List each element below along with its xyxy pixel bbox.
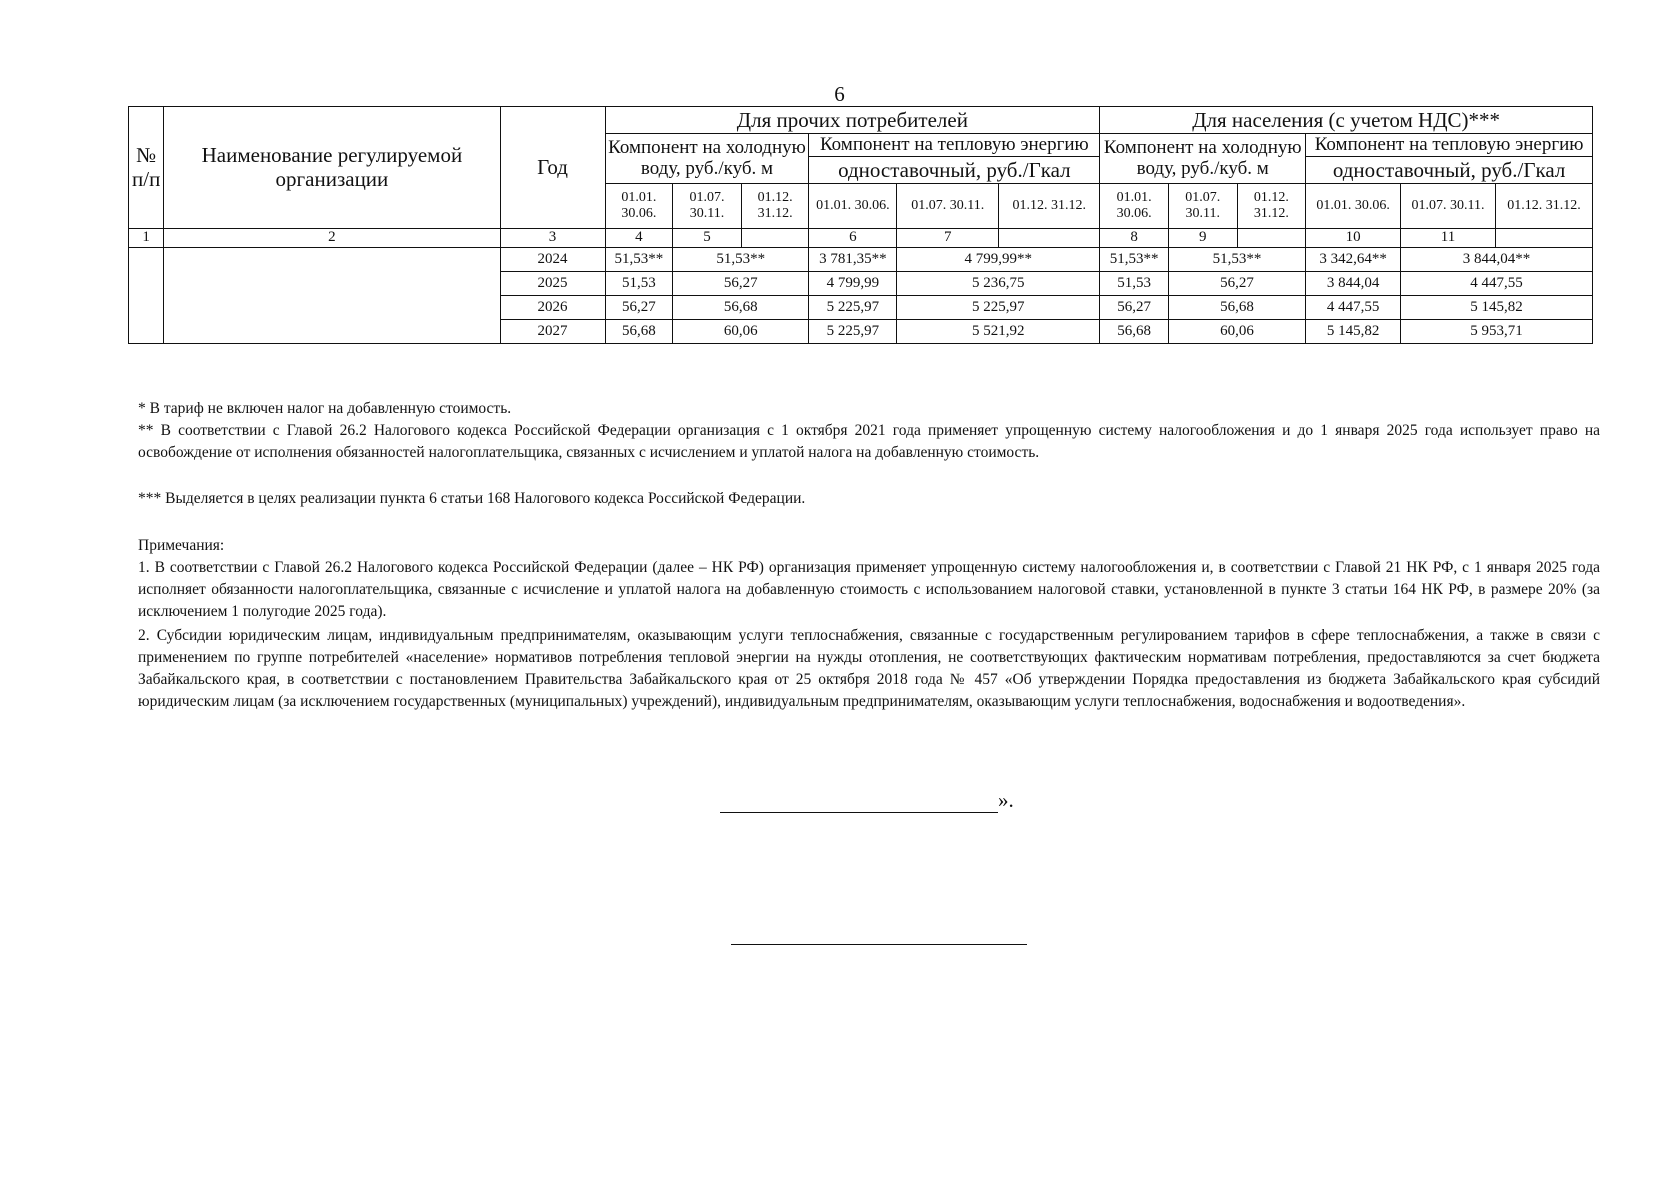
value-cell: 51,53 [1100,271,1169,295]
column-number [741,228,809,247]
value-cell: 3 342,64** [1306,247,1401,271]
value-cell: 5 953,71 [1401,319,1593,343]
footnote-1-text: * В тариф не включен налог на добавленную стоимость. [138,400,512,417]
column-number: 7 [897,228,999,247]
tariff-table [128,106,1593,344]
value-cell: 4 799,99 [809,271,897,295]
value-cell: 3 844,04** [1401,247,1593,271]
footnote-3 [138,488,1600,510]
period-cell: 01.01. 30.06. [605,183,673,228]
column-number [1237,228,1306,247]
value-cell: 56,27 [605,295,673,319]
value-cell: 56,27 [1100,295,1169,319]
period-cell: 01.07. 30.11. [1401,183,1496,228]
column-number: 1 [129,228,164,247]
value-cell: 51,53** [673,247,809,271]
value-cell: 51,53** [1100,247,1169,271]
organization-cell [164,247,500,343]
header-other-cold-water: Компонент на холодную воду, руб./куб. м [605,134,809,184]
period-cell: 01.01. 30.06. [809,183,897,228]
value-cell: 3 844,04 [1306,271,1401,295]
note-2 [138,625,1600,713]
value-cell: 5 145,82 [1401,295,1593,319]
column-number: 4 [605,228,673,247]
value-cell: 51,53** [1168,247,1305,271]
column-number: 3 [500,228,605,247]
column-number: 10 [1306,228,1401,247]
period-cell: 01.01. 30.06. [1100,183,1169,228]
header-population: Для населения (с учетом НДС)*** [1100,107,1593,134]
header-other-heat-unit: одноставочный, руб./Гкал [809,156,1100,183]
note-2-text: 2. Субсидии юридическим лицам, индивидуальным предпринимателям, оказывающим услуги теплоснабжения, связанные с государственным регулированием тарифов в сфере теплоснабжения, а также в связи с применением по группе потребителей «население» нормативов потребления тепловой энергии на нужды отопления, не соответствующих фактическим нормативам потребления, предоставляются за счет бюджета Забайкальского края, в соответствии с постановлением Правительства Забайкальского края от 25 октября 2018 года № 457 «Об утверждении Порядка предоставления из бюджета Забайкальского края субсидий юридическим лицам (за исключением государственных (муниципальных) учреждений), индивидуальным предпринимателям, оказывающим услуги теплоснабжения, водоснабжения и водоотведения». [138,627,1600,710]
header-pop-heat-unit: одноставочный, руб./Гкал [1306,156,1593,183]
notes-title [138,535,1600,557]
note-1 [138,557,1600,623]
column-number: 6 [809,228,897,247]
header-pop-heat: Компонент на тепловую энергию [1306,134,1593,157]
value-cell: 4 447,55 [1401,271,1593,295]
header-organization: Наименование регулируемой организации [164,107,500,229]
closing-mark [720,788,1014,813]
value-cell: 5 236,75 [897,271,1100,295]
period-cell: 01.12. 31.12. [1237,183,1306,228]
page-number: 6 [834,82,845,106]
value-cell: 60,06 [673,319,809,343]
footnote-2 [138,420,1600,464]
year-cell: 2027 [500,319,605,343]
year-cell: 2024 [500,247,605,271]
table-row [129,247,1593,271]
column-number: 8 [1100,228,1169,247]
column-number: 9 [1168,228,1237,247]
value-cell: 51,53** [605,247,673,271]
value-cell: 56,68 [605,319,673,343]
year-cell: 2026 [500,295,605,319]
period-cell: 01.12. 31.12. [1495,183,1592,228]
period-cell: 01.12. 31.12. [999,183,1100,228]
header-other-heat: Компонент на тепловую энергию [809,134,1100,157]
period-cell: 01.12. 31.12. [741,183,809,228]
value-cell: 51,53 [605,271,673,295]
period-cell: 01.07. 30.11. [897,183,999,228]
value-cell: 60,06 [1168,319,1305,343]
closing-quote: ». [998,788,1014,812]
value-cell: 5 225,97 [897,295,1100,319]
header-year: Год [500,107,605,229]
column-number: 2 [164,228,500,247]
footnote-1 [138,398,1600,420]
footnote-2-text: ** В соответствии с Главой 26.2 Налогового кодекса Российской Федерации организация с 1 октября 2021 года применяет упрощенную систему налогообложения и до 1 января 2025 года использует право на освобождение от исполнения обязанностей налогоплательщика, связанных с исчислением и уплатой налога на добавленную стоимость. [138,422,1600,461]
value-cell: 5 225,97 [809,319,897,343]
value-cell: 3 781,35** [809,247,897,271]
header-number: № п/п [129,107,164,229]
value-cell: 56,68 [1100,319,1169,343]
value-cell: 56,27 [673,271,809,295]
period-cell: 01.07. 30.11. [673,183,742,228]
value-cell: 56,68 [1168,295,1305,319]
value-cell: 56,27 [1168,271,1305,295]
note-1-text: 1. В соответствии с Главой 26.2 Налогового кодекса Российской Федерации (далее – НК РФ) организация применяет упрощенную систему налогообложения и, в соответствии с Главой 21 НК РФ, с 1 января 2025 года исполняет обязанности налогоплательщика, связанные с исчисление и уплатой налога на добавленную стоимость с использованием налоговой ставки, установленной в пункте 3 статьи 164 НК РФ, в размере 20% (за исключением 1 полугодие 2025 года). [138,559,1600,620]
column-number: 5 [673,228,742,247]
period-cell: 01.01. 30.06. [1306,183,1401,228]
header-row-groups [129,107,1593,134]
end-separator-line [731,944,1027,945]
footnote-3-text: *** Выделяется в целях реализации пункта 6 статьи 168 Налогового кодекса Российской Федерации. [138,490,806,507]
value-cell: 4 447,55 [1306,295,1401,319]
header-pop-cold-water: Компонент на холодную воду, руб./куб. м [1100,134,1306,184]
value-cell: 4 799,99** [897,247,1100,271]
column-number [1495,228,1592,247]
value-cell: 5 225,97 [809,295,897,319]
period-cell: 01.07. 30.11. [1168,183,1237,228]
row-number-cell [129,247,164,343]
header-other-consumers: Для прочих потребителей [605,107,1100,134]
value-cell: 5 145,82 [1306,319,1401,343]
column-number: 11 [1401,228,1496,247]
value-cell: 56,68 [673,295,809,319]
value-cell: 5 521,92 [897,319,1100,343]
signature-line [720,790,998,813]
year-cell: 2025 [500,271,605,295]
notes-title-text: Примечания: [138,537,225,554]
column-number-row [129,228,1593,247]
column-number [999,228,1100,247]
